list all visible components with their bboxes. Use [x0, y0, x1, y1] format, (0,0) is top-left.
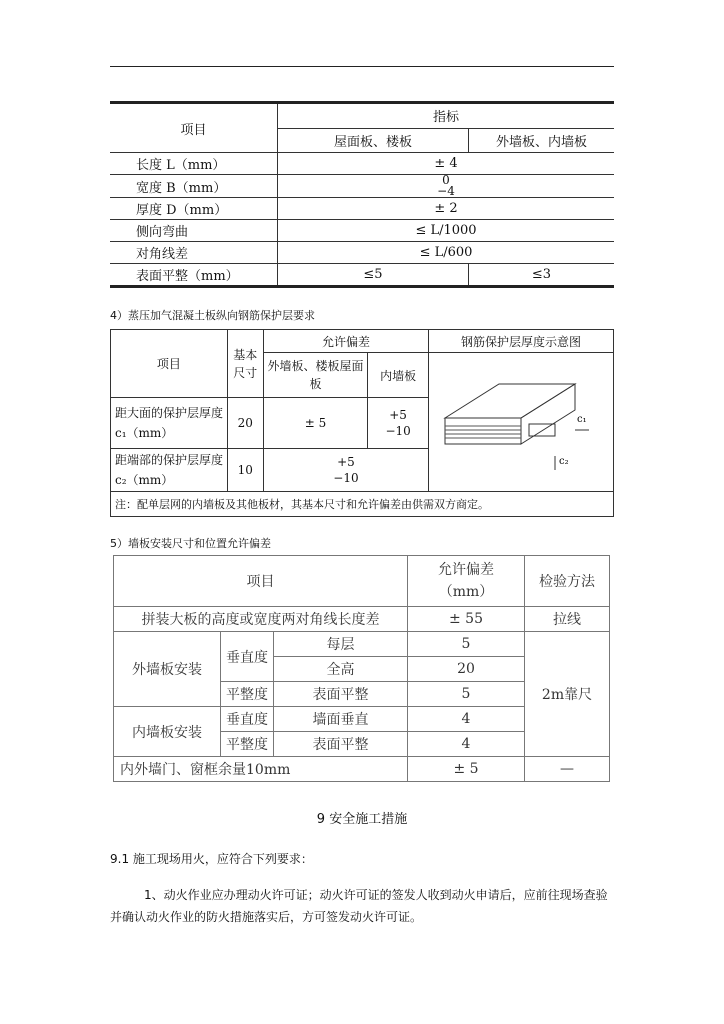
- table1-row-item: 厚度 D（mm）: [110, 198, 278, 220]
- table2-row1-item: 距大面的保护层厚度c₁（mm）: [111, 398, 228, 449]
- diagram-label-c1: c₁: [577, 414, 587, 425]
- table3-vertical: 垂直度: [221, 632, 274, 682]
- table2-row1-int-bottom: −10: [385, 424, 411, 438]
- table3-each-floor: 每层: [274, 632, 408, 657]
- table3-wall-vertical: 墙面垂直: [274, 707, 408, 732]
- table1-row-value: [278, 175, 615, 198]
- table1-header-index: 指标: [278, 103, 615, 129]
- table1-row-value: ± 4: [278, 153, 615, 175]
- table2-col-ext: 外墙板、楼板屋面板: [263, 353, 367, 398]
- table3-r1-method: 拉线: [525, 607, 610, 632]
- header-rule: [110, 66, 614, 67]
- table3-r1-tol: ± 55: [408, 607, 525, 632]
- table1-row-value: ≤ L/1000: [278, 220, 615, 242]
- table3-int-surface-flat: 表面平整: [274, 732, 408, 757]
- table2-tolerance: 允许偏差: [263, 330, 428, 353]
- table3-method-2m: 2m靠尺: [525, 632, 610, 757]
- table3-tolerance: 允许偏差（mm）: [408, 556, 525, 607]
- table1-row-item: 长度 L（mm）: [110, 153, 278, 175]
- table3-int-vertical: 垂直度: [221, 707, 274, 732]
- table1-col-roof: 屋面板、楼板: [278, 128, 469, 152]
- table2-row1-size: 20: [227, 398, 263, 449]
- table1-value-top: 0: [442, 173, 450, 187]
- table2-row1-int: [368, 398, 429, 449]
- table1-row-value: ≤ L/600: [278, 242, 615, 264]
- table3-ext-wall: 外墙板安装: [114, 632, 221, 707]
- rebar-cover-diagram: [429, 360, 607, 484]
- table3-r1-item: 拼装大板的高度或宽度两对角线长度差: [114, 607, 408, 632]
- section-heading: 9 安全施工措施: [316, 812, 408, 827]
- slab-front-face: [445, 418, 521, 444]
- table3-ext-flat-tol: 5: [408, 682, 525, 707]
- table1-row-item: 表面平整（mm）: [110, 264, 278, 287]
- table2-row2-size: 10: [227, 449, 263, 492]
- table3-item: 项目: [114, 556, 408, 607]
- caption-rebar-cover: 4）蒸压加气混凝土板纵向钢筋保护层要求: [110, 309, 315, 322]
- table2-diagram-title: 钢筋保护层厚度示意图: [429, 330, 614, 353]
- table2-col-int: 内墙板: [368, 353, 429, 398]
- diagram-label-c2: c₂: [559, 456, 569, 467]
- paragraph-hot-work: 1、动火作业应办理动火许可证；动火许可证的签发人收到动火申请后，应前往现场查验并确认动火作业的防火措施落实后，方可签发动火许可证。: [110, 888, 608, 924]
- table2-row2-item: 距端部的保护层厚度c₂（mm）: [111, 449, 228, 492]
- table3-full-height-tol: 20: [408, 657, 525, 682]
- table3-last-tol: ± 5: [408, 757, 525, 782]
- paragraph-9-1: 9.1 施工现场用火，应符合下列要求：: [110, 852, 313, 866]
- table2-row1-ext: ± 5: [263, 398, 367, 449]
- table2-item: 项目: [111, 330, 228, 398]
- table2-row1-int-top: +5: [389, 408, 407, 422]
- slab-top-face: [445, 384, 575, 418]
- board-tolerance-table: [110, 101, 614, 288]
- table3-each-floor-tol: 5: [408, 632, 525, 657]
- table3-surface-flat: 表面平整: [274, 682, 408, 707]
- table1-row-item: 宽度 B（mm）: [110, 175, 278, 198]
- table3-last-method: —: [525, 757, 610, 782]
- slab-diagram-svg: [429, 360, 607, 484]
- table3-int-vert-tol: 4: [408, 707, 525, 732]
- table2-row2-value: [263, 449, 428, 492]
- table2-row2-top: +5: [337, 455, 355, 469]
- table1-row-value: ± 2: [278, 198, 615, 220]
- caption-installation: 5）墙板安装尺寸和位置允许偏差: [110, 537, 271, 550]
- table3-full-height: 全高: [274, 657, 408, 682]
- table3-int-flat-tol: 4: [408, 732, 525, 757]
- table2-row2-bottom: −10: [333, 471, 359, 485]
- table1-col-wall: 外墙板、内墙板: [469, 128, 615, 152]
- table3-last-item: 内外墙门、窗框余量10mm: [114, 757, 408, 782]
- table1-row-roof: ≤5: [278, 264, 469, 287]
- table1-header-item: 项目: [110, 103, 278, 153]
- table3-int-flatness: 平整度: [221, 732, 274, 757]
- table3-int-wall: 内墙板安装: [114, 707, 221, 757]
- rebar-cover-table: [110, 329, 614, 517]
- table2-diagram-cell: [429, 353, 614, 492]
- table1-value-bottom: −4: [437, 184, 455, 198]
- table2-note: 注：配单层网的内墙板及其他板材，其基本尺寸和允许偏差由供需双方商定。: [111, 492, 614, 517]
- table2-base-size: 基本尺寸: [227, 330, 263, 398]
- table3-method: 检验方法: [525, 556, 610, 607]
- table1-row-item: 对角线差: [110, 242, 278, 264]
- table3-flatness: 平整度: [221, 682, 274, 707]
- rebar-section: [529, 424, 555, 436]
- installation-tolerance-table: [113, 555, 610, 782]
- table1-row-wall: ≤3: [469, 264, 615, 287]
- table1-row-item: 侧向弯曲: [110, 220, 278, 242]
